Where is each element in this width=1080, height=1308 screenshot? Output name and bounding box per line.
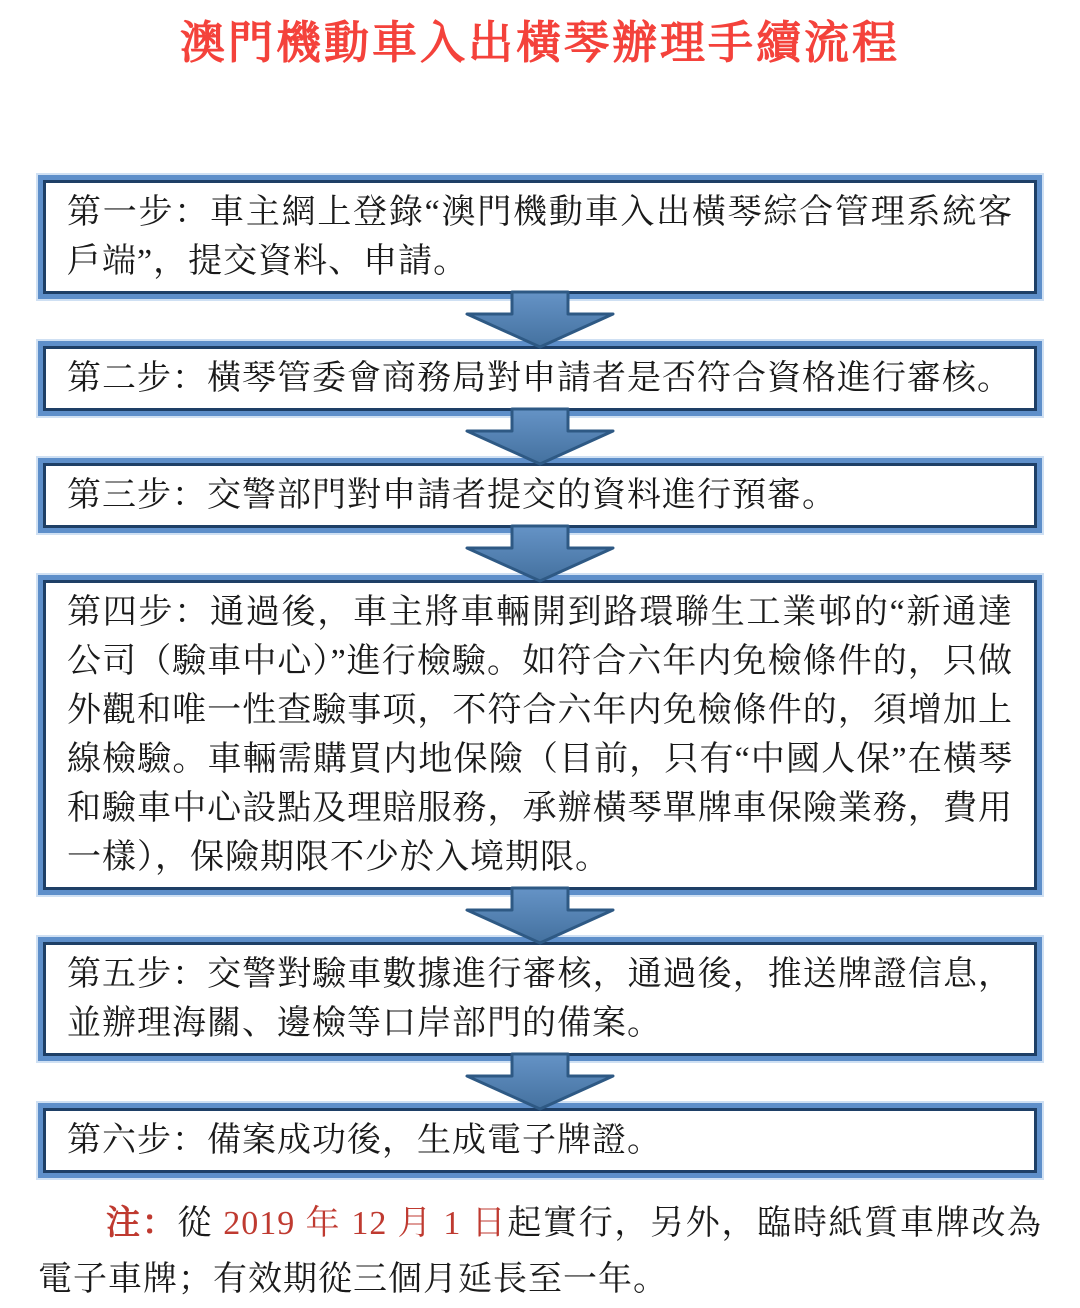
down-arrow-icon xyxy=(457,1052,623,1112)
connector-row xyxy=(38,416,1042,458)
footnote-before-date: 從 xyxy=(177,1205,224,1242)
down-arrow-icon xyxy=(457,290,623,350)
footnote-rest: 起實行，另外，臨時紙質車牌改為電子車牌；有效期從三個月延長至一年。 xyxy=(38,1205,1043,1298)
page-title: 澳門機動車入出橫琴辦理手續流程 xyxy=(179,17,900,68)
step-box-6 xyxy=(38,1103,1042,1178)
connector-row xyxy=(38,895,1042,937)
footnote-label: 注： xyxy=(106,1205,178,1242)
step-2-text: 第二步：橫琴管委會商務局對申請者是否符合資格進行審核。 xyxy=(67,360,1012,397)
connector-row xyxy=(38,1061,1042,1103)
footnote-date: 2019 年 12 月 1 日 xyxy=(223,1205,508,1242)
step-1-text: 第一步：車主網上登錄“澳門機動車入出橫琴綜合管理系統客戶端”，提交資料、申請。 xyxy=(67,194,1013,280)
step-box-5 xyxy=(38,937,1042,1061)
down-arrow-icon xyxy=(457,886,623,946)
connector-row xyxy=(38,299,1042,341)
down-arrow-icon xyxy=(457,407,623,467)
footnote xyxy=(38,1196,1042,1308)
step-5-text: 第五步：交警對驗車數據進行審核，通過後，推送牌證信息，並辦理海關、邊檢等口岸部門的備案。 xyxy=(67,956,1013,1042)
flowchart-page xyxy=(0,6,1080,1298)
step-3-text: 第三步：交警部門對申請者提交的資料進行預審。 xyxy=(67,477,837,514)
step-box-1 xyxy=(38,175,1042,299)
step-box-3 xyxy=(38,458,1042,533)
step-box-2 xyxy=(38,341,1042,416)
connector-row xyxy=(38,533,1042,575)
down-arrow-icon xyxy=(457,524,623,584)
step-6-text: 第六步：備案成功後，生成電子牌證。 xyxy=(67,1122,662,1159)
step-4-text: 第四步：通過後，車主將車輛開到路環聯生工業邨的“新通達公司（驗車中心）”進行檢驗。如符合六年内免檢條件的，只做外觀和唯一性查驗事项，不符合六年内免檢條件的，須增加上線檢驗。車輛需購買内地保險（目前，只有“中國人保”在橫琴和驗車中心設點及理賠服務，承辦橫琴單牌車保險業務，費用一樣），保險期限不少於入境期限。 xyxy=(67,594,1013,876)
step-box-4 xyxy=(38,575,1042,895)
flowchart xyxy=(38,175,1042,1178)
